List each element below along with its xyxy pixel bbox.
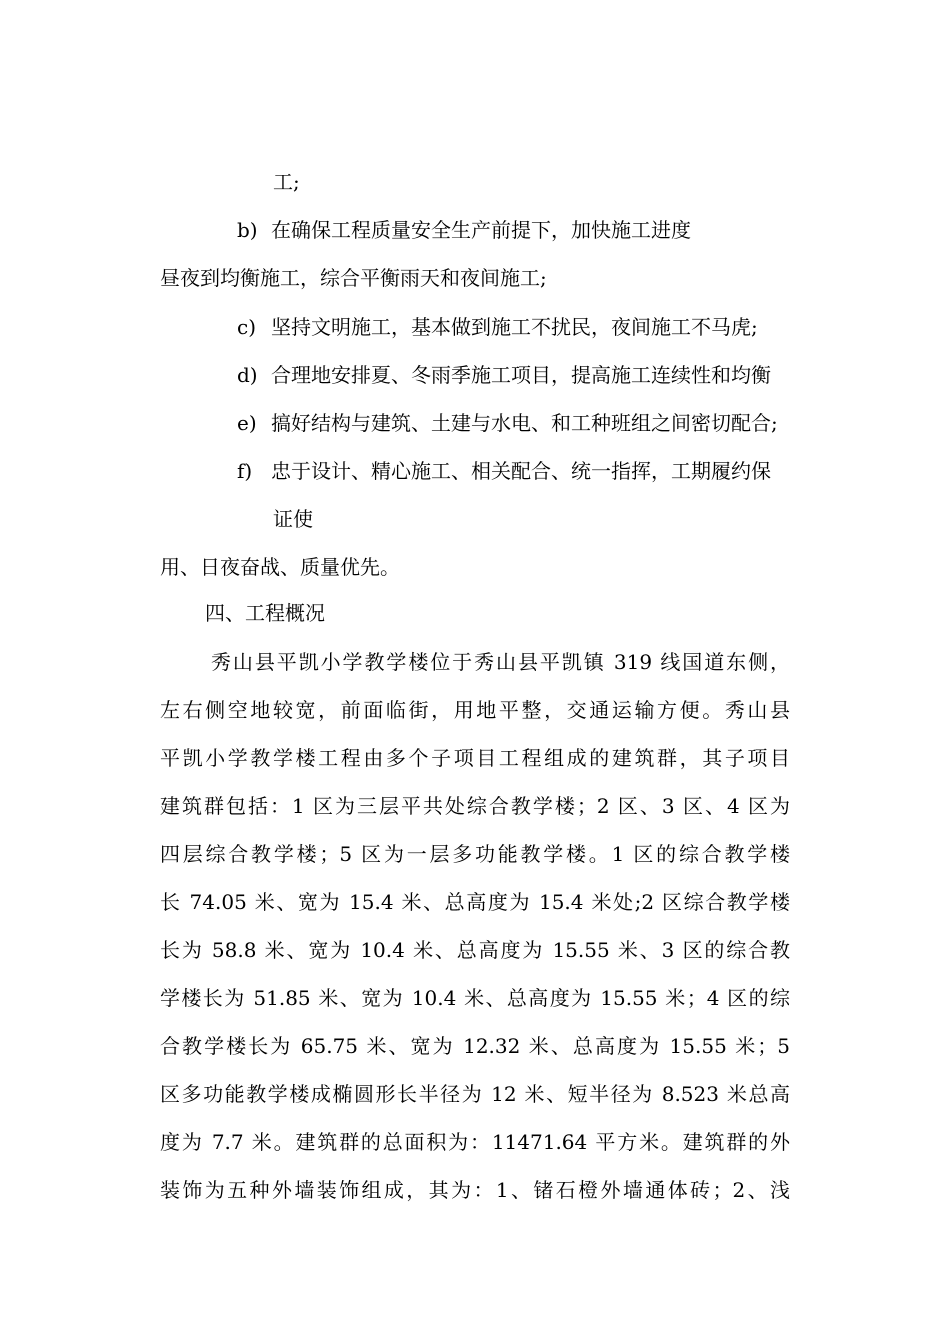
overview-line: 学楼长为 51.85 米、宽为 10.4 米、总高度为 15.55 米；4 区的综: [160, 986, 790, 1010]
list-marker: d): [237, 363, 258, 387]
overview-line: 合教学楼长为 65.75 米、宽为 12.32 米、总高度为 15.55 米；5: [160, 1034, 790, 1058]
list-item-text: 坚持文明施工，基本做到施工不扰民，夜间施工不马虎;: [271, 315, 758, 339]
list-item-text: 合理地安排夏、冬雨季施工项目，提高施工连续性和均衡: [271, 363, 771, 387]
list-item-c: [237, 315, 758, 339]
list-item-text: 忠于设计、精心施工、相关配合、统一指挥，工期履约保: [271, 459, 771, 483]
overview-line: 度为 7.7 米。建筑群的总面积为：11471.64 平方米。建筑群的外: [160, 1130, 790, 1154]
overview-line: 平凯小学教学楼工程由多个子项目工程组成的建筑群，其子项目: [160, 746, 790, 770]
list-marker: e): [237, 411, 257, 435]
list-continuation: 工;: [273, 170, 300, 194]
overview-line: 长为 58.8 米、宽为 10.4 米、总高度为 15.55 米、3 区的综合教: [160, 938, 790, 962]
list-continuation: 昼夜到均衡施工，综合平衡雨天和夜间施工;: [160, 266, 547, 290]
overview-line: 装饰为五种外墙装饰组成，其为：1、锗石橙外墙通体砖；2、浅: [160, 1178, 790, 1202]
overview-line: 左右侧空地较宽，前面临街，用地平整，交通运输方便。秀山县: [160, 698, 790, 722]
overview-line: 建筑群包括：1 区为三层平共处综合教学楼；2 区、3 区、4 区为: [160, 794, 790, 818]
list-item-text: 搞好结构与建筑、土建与水电、和工种班组之间密切配合;: [271, 411, 778, 435]
overview-line: 秀山县平凯小学教学楼位于秀山县平凯镇 319 线国道东侧，: [211, 650, 790, 674]
overview-line: 区多功能教学楼成椭圆形长半径为 12 米、短半径为 8.523 米总高: [160, 1082, 790, 1106]
list-item-text: 在确保工程质量安全生产前提下，加快施工进度: [271, 218, 691, 242]
list-item-f: [237, 459, 771, 483]
overview-line: 长 74.05 米、宽为 15.4 米、总高度为 15.4 米处;2 区综合教学楼: [160, 890, 790, 914]
overview-line: 四层综合教学楼；5 区为一层多功能教学楼。1 区的综合教学楼: [160, 842, 790, 866]
list-marker: b): [237, 218, 258, 242]
list-continuation: 证使: [273, 507, 313, 531]
list-continuation: 用、日夜奋战、质量优先。: [160, 555, 400, 579]
list-marker: c): [237, 315, 257, 339]
list-marker: f): [237, 459, 253, 483]
list-item-b: [237, 218, 691, 242]
section-heading: 四、工程概况: [205, 601, 325, 625]
list-item-e: [237, 411, 778, 435]
list-item-d: [237, 363, 771, 387]
